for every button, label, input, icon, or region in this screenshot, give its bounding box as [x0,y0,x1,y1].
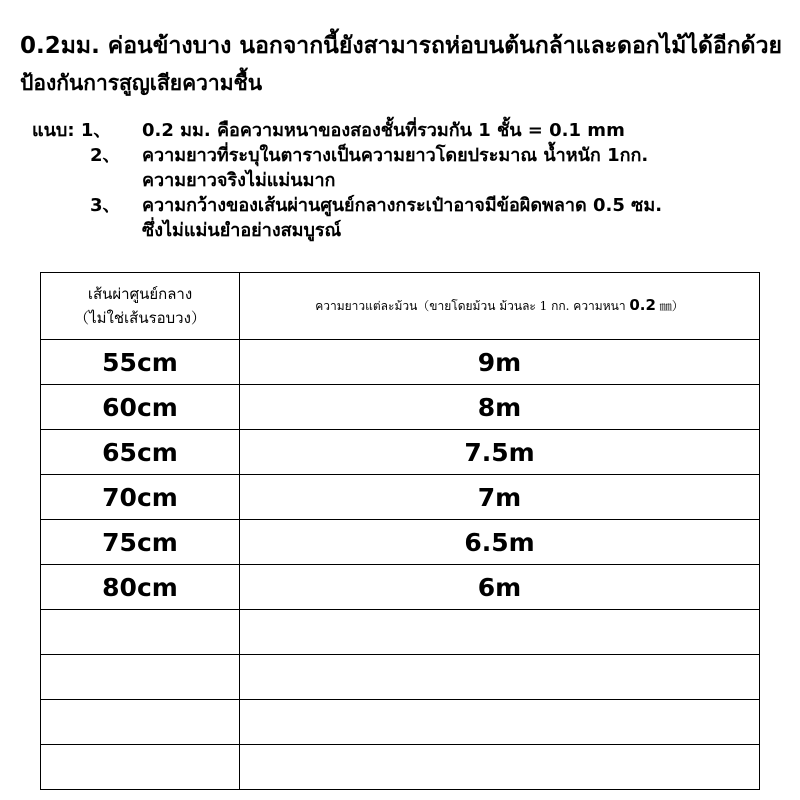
length-cell [240,700,760,745]
table-row [41,520,760,565]
diameter-cell [41,610,240,655]
note-3-text: ความกว้างของเส้นผ่านศูนย์กลางกระเป๋าอาจมีข้อผิดพลาด 0.5 ซม. [142,195,663,216]
header-diameter-line-1: เส้นผ่าศูนย์กลาง [87,285,193,303]
table-row [41,700,760,745]
note-1-text: 0.2 มม. คือความหนาของสองชั้นที่รวมกัน 1 ชั้น = 0.1 mm [142,120,625,141]
header-length-thickness: 0.2 [629,296,656,314]
length-cell: 8m [240,385,760,430]
table-row [41,610,760,655]
diameter-cell: 55cm [41,340,240,385]
length-cell: 9m [240,340,760,385]
table-row [41,655,760,700]
diameter-cell: 60cm [41,385,240,430]
intro-line-2: ป้องกันการสูญเสียความชื้น [20,71,263,95]
diameter-cell: 70cm [41,475,240,520]
header-length [240,273,760,340]
table-header-row [41,273,760,340]
note-3-continuation: ซึ่งไม่แม่นยำอย่างสมบูรณ์ [142,220,342,241]
notes-block [32,118,792,243]
diameter-cell: 75cm [41,520,240,565]
note-2-continuation: ความยาวจริงไม่แม่นมาก [142,170,336,191]
table-row [41,745,760,790]
header-length-text: ความยาวแต่ละม้วน（ขายโดยม้วน ม้วนละ 1 กก. ความหนา [315,299,630,313]
table-row [41,430,760,475]
note-2 [32,143,792,168]
note-3 [32,193,792,218]
note-2-text: ความยาวที่ระบุในตารางเป็นความยาวโดยประมาณ น้ำหนัก 1กก. [142,145,649,166]
length-cell [240,610,760,655]
length-cell [240,745,760,790]
length-cell: 6m [240,565,760,610]
header-diameter-line-2: （ไม่ใช่เส้นรอบวง） [74,309,206,327]
diameter-cell [41,745,240,790]
intro-line-1: 0.2มม. ค่อนข้างบาง นอกจากนี้ยังสามารถห่อบนต้นกล้าและดอกไม้ได้อีกด้วย [20,33,783,59]
length-cell: 7m [240,475,760,520]
intro-block [20,30,790,98]
table-row [41,385,760,430]
length-cell [240,655,760,700]
note-3-number: 3、 [90,195,121,216]
length-cell: 7.5m [240,430,760,475]
note-1-number: แนบ: 1、 [32,120,112,141]
size-table [40,272,760,790]
diameter-cell: 65cm [41,430,240,475]
diameter-cell [41,655,240,700]
diameter-cell [41,700,240,745]
table-row [41,475,760,520]
diameter-cell: 80cm [41,565,240,610]
note-2-number: 2、 [90,145,121,166]
table-row [41,340,760,385]
header-length-end: ㎜） [655,299,684,313]
header-diameter [41,273,240,340]
table-row [41,565,760,610]
length-cell: 6.5m [240,520,760,565]
note-1 [32,118,792,143]
notes-label: แนบ: [32,120,75,141]
